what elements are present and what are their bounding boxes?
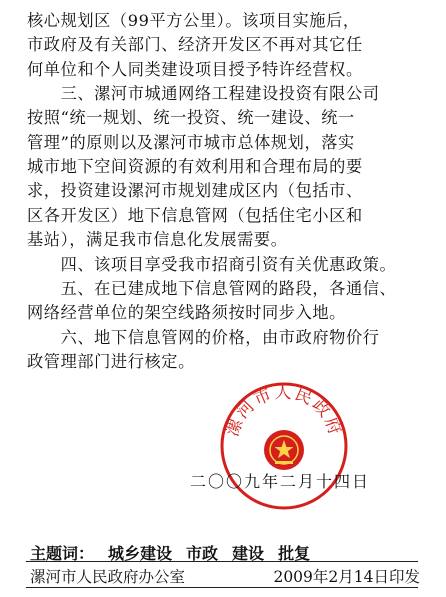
- body-line: 市政府及有关部门、经济开发区不再对其它任: [27, 35, 363, 54]
- body-line: 五、在已建成地下信息管网的路段，各通信、: [27, 279, 397, 298]
- keyword: 批复: [278, 544, 311, 563]
- keyword: 城乡建设: [108, 544, 173, 563]
- issuer: 漯河市人民政府办公室: [30, 568, 186, 586]
- document-footer: [30, 565, 420, 587]
- issue-date: 2009年2月14日印发: [273, 568, 420, 586]
- body-line: 网络经营单位的架空线路须按时同步入地。: [27, 303, 346, 322]
- official-seal: [218, 380, 350, 512]
- keywords-label: 主题词：: [30, 544, 95, 563]
- signature-date: 二〇〇九年二月十四日: [190, 472, 371, 491]
- body-line: 六、地下信息管网的价格，由市政府物价行: [27, 328, 380, 347]
- keyword: 建设: [232, 544, 265, 563]
- body-line: 城市地下空间资源的有效利用和合理布局的要: [27, 157, 363, 176]
- body-line: 基站），满足我市信息化发展需要。: [27, 230, 288, 249]
- body-line: 求，投资建设漯河市规划建成区内（包括市、: [27, 181, 363, 200]
- body-line: 核心规划区（99平方公里）。该项目实施后，: [27, 11, 360, 30]
- keyword: 市政: [186, 544, 219, 563]
- body-line: 按照“统一规划、统一投资、统一建设、统一: [27, 108, 355, 127]
- divider: [26, 587, 418, 588]
- divider: [26, 561, 418, 562]
- body-line: 政管理部门进行核定。: [27, 352, 195, 371]
- body-line: 何单位和个人同类建设项目授予特许经营权。: [27, 60, 363, 79]
- national-emblem-icon: [264, 430, 304, 470]
- seal-text: 漯河市人民政府: [222, 382, 346, 440]
- body-line: 区各开发区）地下信息管网（包括住宅小区和: [27, 206, 363, 225]
- body-line: 四、该项目享受我市招商引资有关优惠政策。: [27, 255, 397, 274]
- body-line: 三、漯河市城通网络工程建设投资有限公司: [27, 84, 380, 103]
- body-line: 管理”的原则以及漯河市城市总体规划，落实: [27, 133, 355, 152]
